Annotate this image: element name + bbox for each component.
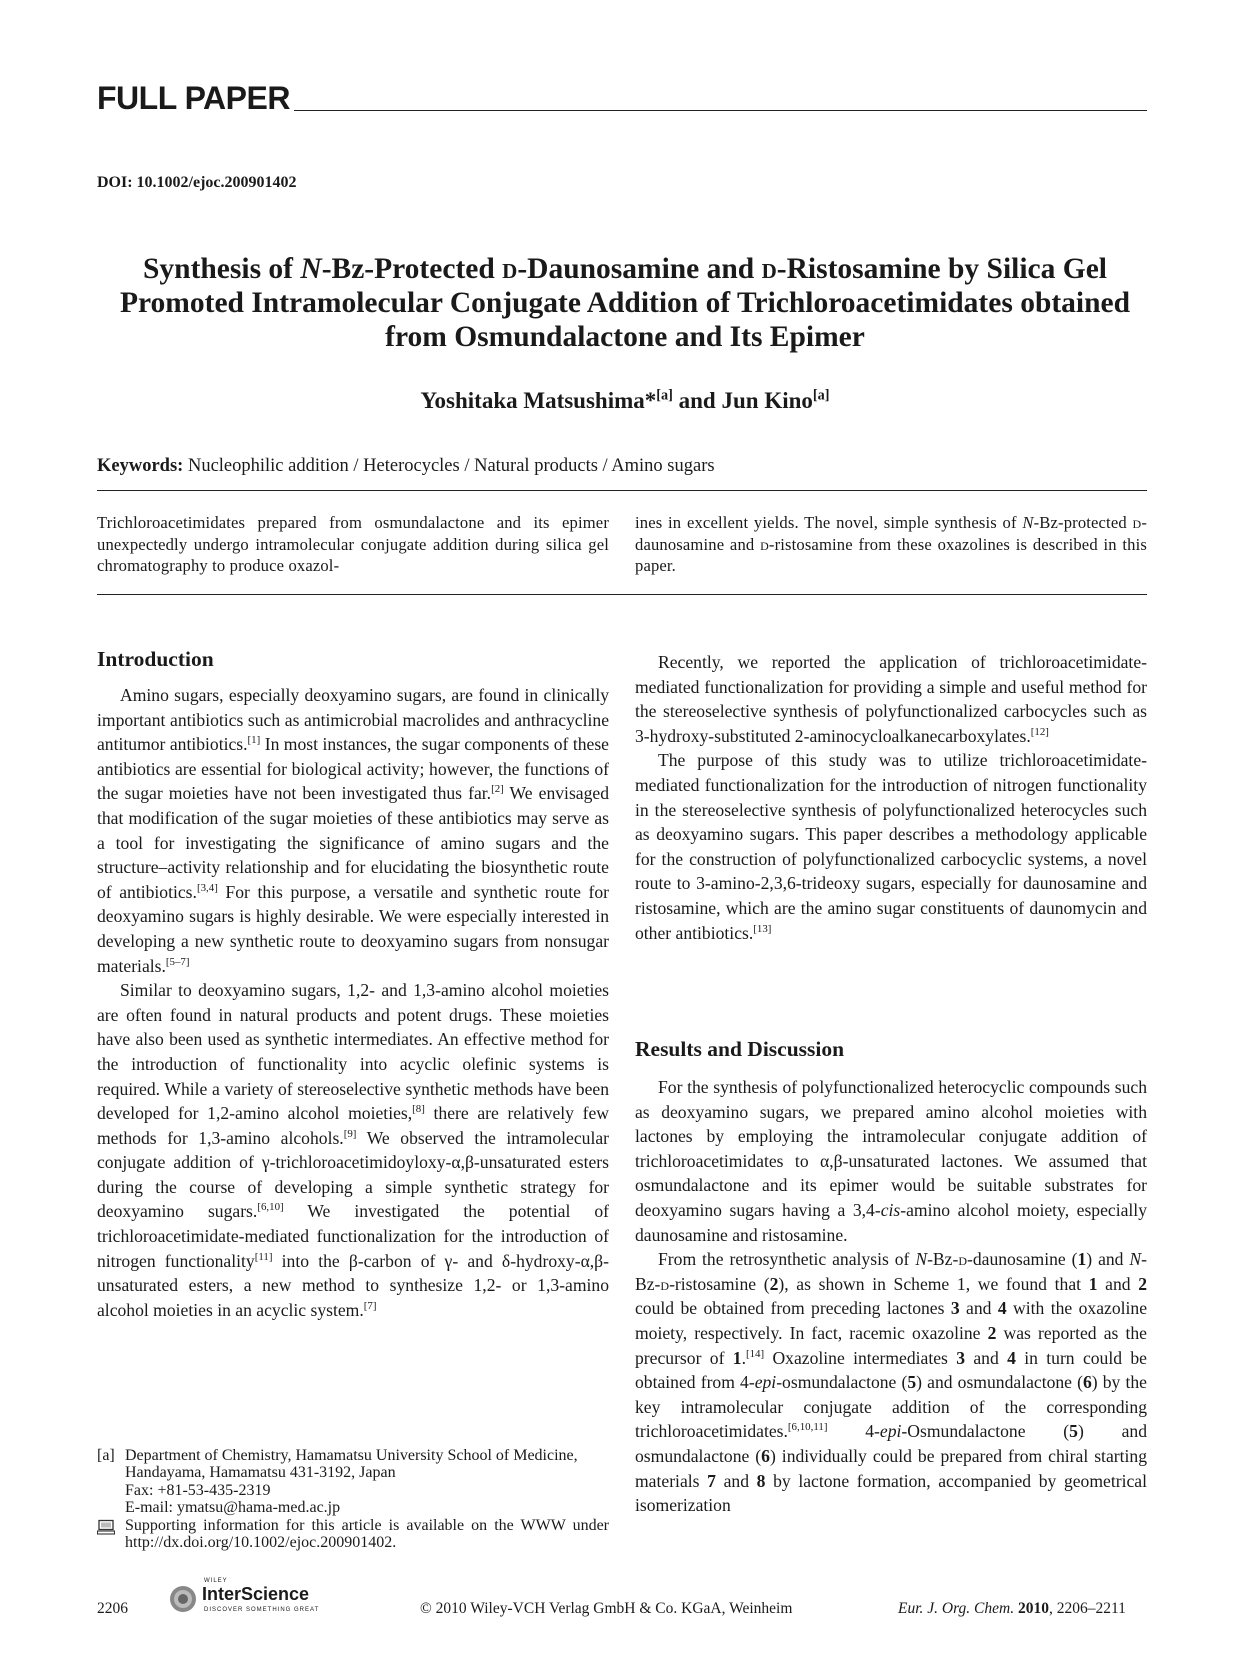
paper-title: Synthesis of N-Bz-Protected d-Daunosamine and d-Ristosamine by Silica Gel Promoted Intramolecular Conjugate Addition of Trichloroacetimidates obtained from Osmundalactone and Its Epimer (119, 253, 1131, 353)
right-col-top (635, 650, 1147, 945)
abstract-right: ines in excellent yields. The novel, simple synthesis of N-Bz-protected d-daunosamine and d-ristosamine from these oxazolines is described in this paper. (635, 513, 1148, 575)
intro-paragraph-2: Similar to deoxyamino sugars, 1,2- and 1,3-amino alcohol moieties are often found in natural products and potent drugs. These moieties have also been used as synthetic intermediates. An effective method for the introduction of functionality into acyclic olefinic systems is required. While a variety of stereoselective synthetic methods have been developed for 1,2-amino alcohol moieties,[8] there are relatively few methods for 1,3-amino alcohols.[9] We observed the intramolecular conjugate addition of γ-trichloroacetimidoyloxy-α,β-unsaturated esters during the course of developing a simple synthetic strategy for deoxyamino sugars.[6,10] We investigated the potential of trichloroacetimidate-mediated functionalization for the introduction of nitrogen functionality[11] into the β-carbon of γ- and δ-hydroxy-α,β-unsaturated esters, a new method to synthesize 1,2- or 1,3-amino alcohol moieties in an acyclic system.[7] (97, 980, 610, 1320)
abstract-left: Trichloroacetimidates prepared from osmundalactone and its epimer unexpectedly undergo intramolecular conjugate addition during silica gel chromatography to produce oxazol- (97, 513, 609, 575)
right-paragraph-2: The purpose of this study was to utilize trichloroacetimidate-mediated functionalization for the introduction of nitrogen functionality in the stereoselective synthesis of polyfunctionalized heterocycles such as deoxyamino sugars. This paper describes a methodology applicable for the construction of polyfunctionalized carbocyclic systems, a novel route to 3-amino-2,3,6-trideoxy sugars, especially for daunosamine and ristosamine, which are the amino sugar constituents of daunomycin and other antibiotics.[13] (635, 750, 1147, 943)
doi: DOI: 10.1002/ejoc.200901402 (97, 174, 297, 191)
globe-icon (168, 1584, 198, 1614)
interscience-logo: WILEY InterScience DISCOVER SOMETHING GREAT (168, 1578, 348, 1622)
results-heading: Results and Discussion (635, 1037, 845, 1061)
right-paragraph-1: Recently, we reported the application of trichloroacetimidate-mediated functionalization for providing a simple and useful method for the stereoselective synthesis of polyfunctionalized carbocycles such as 3-hydroxy-substituted 2-aminocycloalkanecarboxylates.[12] (635, 652, 1147, 746)
section-label: FULL PAPER (97, 80, 290, 116)
keywords: Keywords: Nucleophilic addition / Heterocycles / Natural products / Amino sugars (97, 456, 715, 476)
results-paragraph-2: From the retrosynthetic analysis of N-Bz-d-daunosamine (1) and N-Bz-d-ristosamine (2), as shown in Scheme 1, we found that 1 and 2 could be obtained from preceding lactones 3 and 4 with the oxazoline moiety, respectively. In fact, racemic oxazoline 2 was reported as the precursor of 1.[14] Oxazoline intermediates 3 and 4 in turn could be obtained from 4-epi-osmundalactone (5) and osmundalactone (6) by the key intramolecular conjugate addition of the corresponding trichloroacetimidates.[6,10,11] 4-epi-Osmundalactone (5) and osmundalactone (6) individually could be prepared from chiral starting materials 7 and 8 by lactone formation, accompanied by geometrical isomerization (635, 1249, 1148, 1516)
page-number: 2206 (97, 1600, 128, 1617)
header-rule (294, 110, 1147, 111)
journal-citation: Eur. J. Org. Chem. 2010, 2206–2211 (898, 1600, 1126, 1617)
intro-paragraph-1: Amino sugars, especially deoxyamino sugars, are found in clinically important antibiotics such as antimicrobial macrolides and anthracycline antitumor antibiotics.[1] In most instances, the sugar components of these antibiotics are essential for biological activity; however, the functions of the sugar moieties have not been investigated thus far.[2] We envisaged that modification of the sugar moieties of these antibiotics may serve as a tool for investigating the significance of amino sugars and the structure–activity relationship and for elucidating the biosynthetic route of antibiotics.[3,4] For this purpose, a versatile and synthetic route for deoxyamino sugars is highly desirable. We were especially interested in developing a new synthetic route to deoxyamino sugars from nonsugar materials.[5–7] (97, 685, 609, 976)
affiliation-footnote: [a] Department of Chemistry, Hamamatsu University School of Medicine, Handayama, Hamamatsu 431-3192, Japan Fax: +81-53-435-2319 E-mail: ymatsu@hama-med.ac.jp Supporting information for this article is available on the WWW under http://dx.doi.org/10.1002/ejoc.200901402. (97, 1447, 609, 1552)
abstract-top-rule (97, 490, 1147, 491)
abstract-bottom-rule (97, 594, 1147, 595)
copyright: © 2010 Wiley-VCH Verlag GmbH & Co. KGaA, Weinheim (420, 1600, 793, 1617)
computer-icon (97, 1519, 115, 1535)
intro-body (97, 683, 609, 1322)
authors: Yoshitaka Matsushima*[a] and Jun Kino[a] (420, 387, 830, 413)
results-body (635, 1075, 1147, 1518)
results-paragraph-1: For the synthesis of polyfunctionalized heterocyclic compounds such as deoxyamino sugars, we prepared amino alcohol moieties with lactones by employing the intramolecular conjugate addition of trichloroacetimidates to α,β-unsaturated lactones. We assumed that osmundalactone and its epimer would be suitable substrates for deoxyamino sugars having a 3,4-cis-amino alcohol moiety, especially daunosamine and ristosamine. (635, 1077, 1147, 1245)
intro-heading: Introduction (97, 647, 214, 671)
